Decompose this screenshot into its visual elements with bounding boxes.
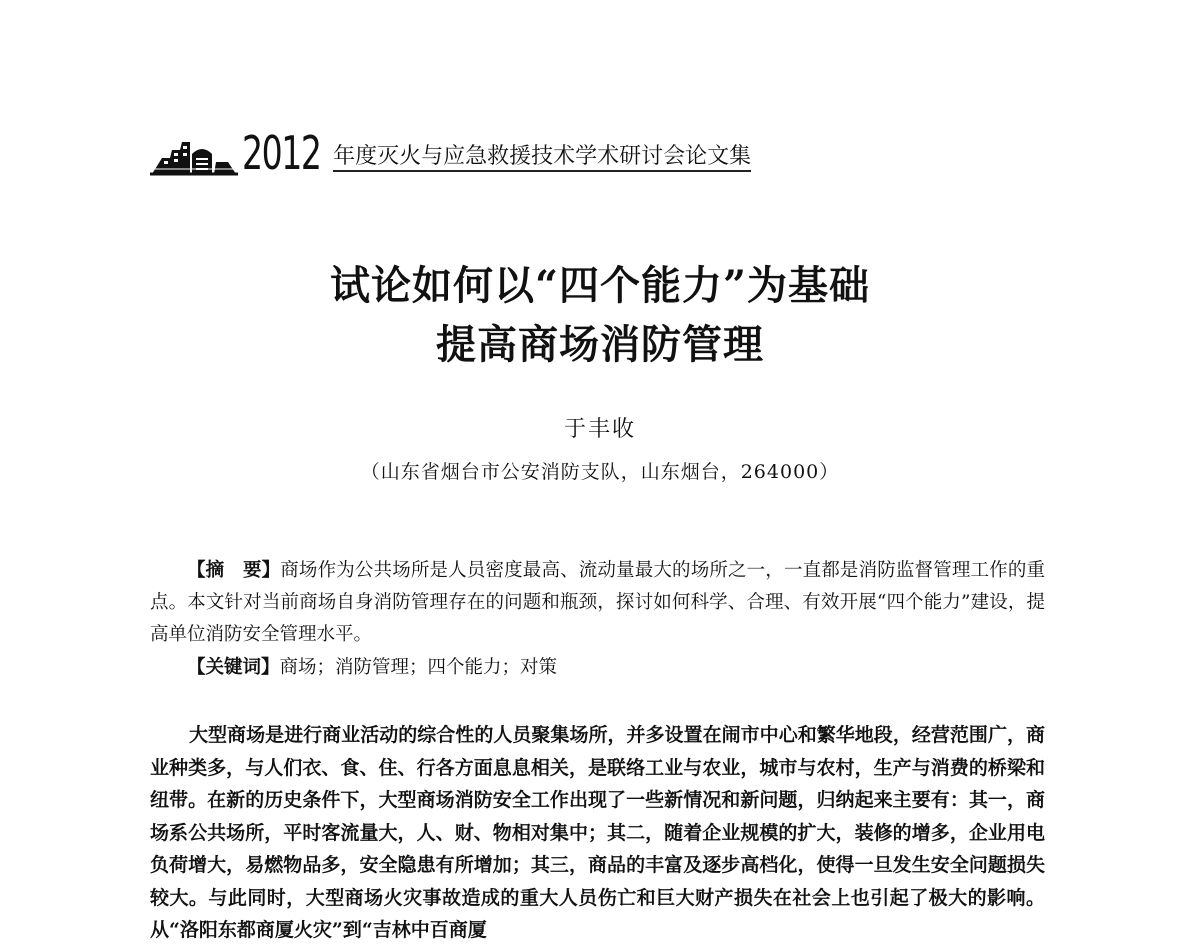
abstract — [150, 555, 1045, 651]
keywords-text: 商场；消防管理；四个能力；对策 — [279, 657, 558, 678]
author-name: 于丰收 — [563, 417, 636, 442]
body-paragraph: 大型商场是进行商业活动的综合性的人员聚集场所，并多设置在闹市中心和繁华地段，经营范围广，商业种类多，与人们衣、食、住、行各方面息息相关，是联络工业与农业，城市与农村，生产与消费的桥梁和纽带。在新的历史条件下，大型商场消防安全工作出现了一些新情况和新问题，归纳起来主要有：其一，商场系公共场所，平时客流量大，人、财、物相对集中；其二，随着企业规模的扩大，装修的增多，企业用电负荷增大，易燃物品多，安全隐患有所增加；其三，商品的丰富及逐步高档化，使得一旦发生安全问题损失较大。与此同时，大型商场火灾事故造成的重大人员伤亡和巨大财产损失在社会上也引起了极大的影响。从“洛阳东都商厦火灾”到“吉林中百商厦 — [150, 724, 1045, 941]
author-affiliation: （山东省烟台市公安消防支队，山东烟台，264000） — [360, 461, 840, 483]
building-logo-icon — [150, 128, 238, 176]
proceedings-header — [150, 126, 752, 180]
paper-title-line-2: 提高商场消防管理 — [436, 321, 764, 368]
proceedings-title: 年度灭火与应急救援技术学术研讨会论文集 — [333, 145, 751, 172]
abstract-text: 商场作为公共场所是人员密度最高、流动量最大的场所之一，一直都是消防监督管理工作的重点。本文针对当前商场自身消防管理存在的问题和瓶颈，探讨如何科学、合理、有效开展“四个能力”建设，提高单位消防安全管理水平。 — [150, 560, 1045, 645]
paper-title-line-1: 试论如何以“四个能力”为基础 — [329, 262, 870, 309]
proceedings-year: 2012 — [242, 126, 321, 180]
keywords-label: 【关键词】 — [187, 657, 280, 678]
keywords — [150, 652, 1045, 684]
abstract-label: 【摘 要】 — [187, 560, 281, 581]
